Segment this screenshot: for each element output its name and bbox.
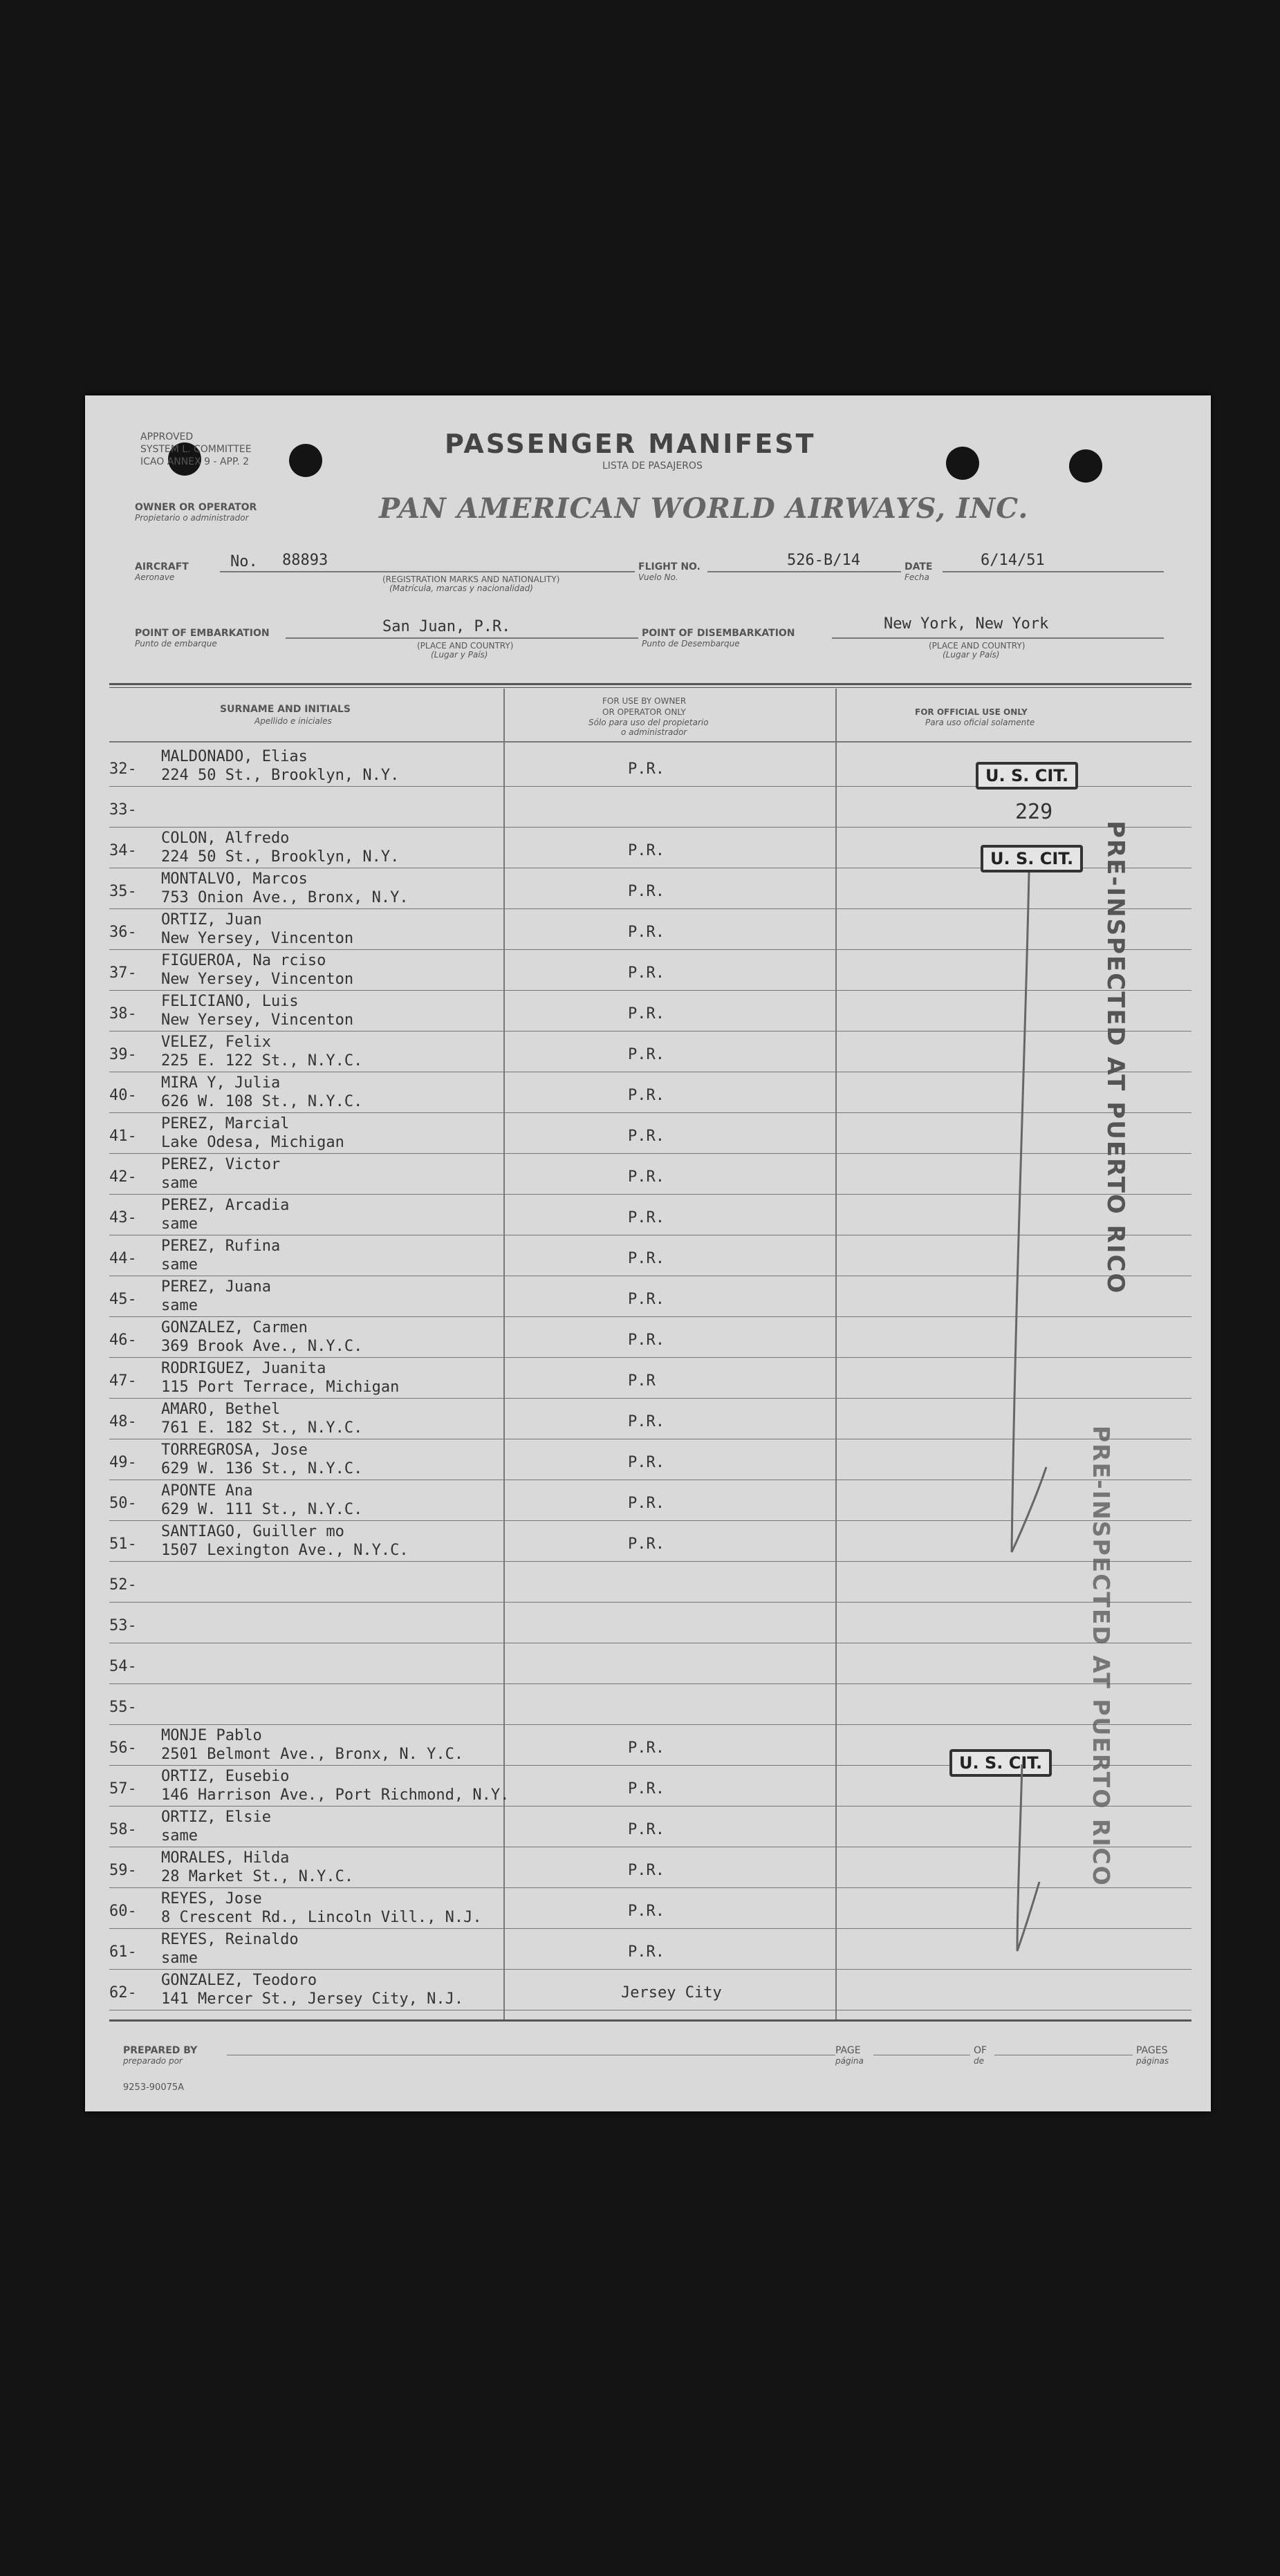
us-citizen-stamp: U. S. CIT. xyxy=(976,762,1078,790)
operator-note: P.R. xyxy=(628,1087,665,1104)
flight-label-es: Vuelo No. xyxy=(638,572,678,582)
passenger-name: SANTIAGO, Guiller mo xyxy=(161,1523,344,1540)
operator-note: P.R. xyxy=(628,1739,665,1757)
column-divider xyxy=(835,689,837,2019)
page-label-es: página xyxy=(835,2056,864,2066)
passenger-address: 761 E. 182 St., N.Y.C. xyxy=(161,1419,363,1437)
disembark-underline xyxy=(832,637,1164,639)
operator-note: P.R. xyxy=(628,1943,665,1961)
embark-place-note: (PLACE AND COUNTRY) xyxy=(417,641,514,651)
passenger-name: MORALES, Hilda xyxy=(161,1849,290,1867)
row-number: 43- xyxy=(109,1209,137,1226)
row-number: 52- xyxy=(109,1576,137,1594)
row-number: 61- xyxy=(109,1943,137,1961)
operator-note: P.R. xyxy=(628,964,665,982)
preinspected-stamp: PRE-INSPECTED AT PUERTO RICO xyxy=(1088,1426,1115,1887)
disembark-place-note: (PLACE AND COUNTRY) xyxy=(929,641,1026,651)
row-number: 35- xyxy=(109,883,137,900)
row-number: 39- xyxy=(109,1046,137,1063)
form-number: 9253-90075A xyxy=(123,2082,185,2093)
passenger-name: MONTALVO, Marcos xyxy=(161,870,308,888)
passenger-address: 28 Market St., N.Y.C. xyxy=(161,1868,354,1885)
operator-note: P.R. xyxy=(628,1005,665,1023)
embark-underline xyxy=(286,637,638,639)
preinspected-stamp: PRE-INSPECTED AT PUERTO RICO xyxy=(1102,821,1129,1295)
passenger-address: 1507 Lexington Ave., N.Y.C. xyxy=(161,1542,409,1559)
airline-name: PAN AMERICAN WORLD AIRWAYS, INC. xyxy=(379,492,1029,525)
disembark-label-es: Punto de Desembarque xyxy=(642,639,740,648)
passenger-name: COLON, Alfredo xyxy=(161,830,290,847)
passenger-address: New Yersey, Vincenton xyxy=(161,971,354,988)
row-number: 57- xyxy=(109,1780,137,1798)
row-number: 47- xyxy=(109,1372,137,1390)
passenger-address: 8 Crescent Rd., Lincoln Vill., N.J. xyxy=(161,1909,482,1926)
passenger-name: ORTIZ, Elsie xyxy=(161,1809,271,1826)
passenger-name: RODRIGUEZ, Juanita xyxy=(161,1360,326,1377)
table-top-rule xyxy=(109,683,1191,685)
passenger-address: same xyxy=(161,1827,198,1845)
owner-column-header: FOR USE BY OWNER xyxy=(602,696,687,706)
approval-line: ICAO ANNEX 9 - APP. 2 xyxy=(140,456,250,467)
passenger-address: 629 W. 111 St., N.Y.C. xyxy=(161,1501,363,1518)
passenger-name: PEREZ, Victor xyxy=(161,1156,281,1173)
aircraft-label: AIRCRAFT xyxy=(135,561,189,572)
disembark-place: New York, New York xyxy=(884,615,1049,633)
approval-line: SYSTEM L. COMMITTEE xyxy=(140,444,252,455)
registration-note: (REGISTRATION MARKS AND NATIONALITY) xyxy=(382,575,560,584)
passenger-name: FELICIANO, Luis xyxy=(161,993,299,1010)
operator-note: P.R. xyxy=(628,924,665,941)
operator-note: P.R. xyxy=(628,1250,665,1267)
passenger-address: 141 Mercer St., Jersey City, N.J. xyxy=(161,1990,464,2008)
passenger-name: PEREZ, Rufina xyxy=(161,1238,281,1255)
name-column-header-es: Apellido e iniciales xyxy=(254,716,332,726)
embark-place: San Juan, P.R. xyxy=(382,618,511,635)
passenger-address: same xyxy=(161,1256,198,1273)
prepared-by-label: PREPARED BY xyxy=(123,2045,198,2056)
operator-note: P.R. xyxy=(628,1780,665,1798)
manifest-sheet xyxy=(85,395,1211,2111)
prepared-by-label-es: preparado por xyxy=(123,2056,183,2066)
operator-note: P.R. xyxy=(628,1454,665,1471)
passenger-address: same xyxy=(161,1297,198,1314)
aircraft-no-label: No. xyxy=(230,553,258,570)
operator-note: P.R. xyxy=(628,1536,665,1553)
row-number: 38- xyxy=(109,1005,137,1023)
row-number: 48- xyxy=(109,1413,137,1430)
row-number: 46- xyxy=(109,1332,137,1349)
passenger-address: Lake Odesa, Michigan xyxy=(161,1134,344,1151)
embark-label-es: Punto de embarque xyxy=(135,639,217,648)
owner-column-header-es: o administrador xyxy=(621,727,687,737)
us-citizen-stamp: U. S. CIT. xyxy=(981,845,1083,872)
owner-column-header-es: Sólo para uso del propietario xyxy=(588,718,709,727)
flight-number: 526-B/14 xyxy=(787,552,860,569)
punch-hole xyxy=(946,447,979,480)
passenger-count: 229 xyxy=(1015,800,1053,824)
operator-note: Jersey City xyxy=(621,1984,722,2001)
operator-note: P.R. xyxy=(628,1821,665,1838)
footer-rule xyxy=(109,2019,1191,2022)
of-label-es: de xyxy=(974,2056,984,2066)
passenger-name: PEREZ, Arcadia xyxy=(161,1197,290,1214)
embark-label: POINT OF EMBARKATION xyxy=(135,628,270,639)
operator-note: P.R. xyxy=(628,1128,665,1145)
passenger-address: 629 W. 136 St., N.Y.C. xyxy=(161,1460,363,1477)
row-number: 55- xyxy=(109,1699,137,1716)
pencil-check-mark xyxy=(1005,872,1081,1979)
page-title: PASSENGER MANIFEST xyxy=(445,429,816,459)
passenger-address: 225 E. 122 St., N.Y.C. xyxy=(161,1052,363,1070)
disembark-place-note-es: (Lugar y País) xyxy=(943,650,1000,660)
passenger-address: 369 Brook Ave., N.Y.C. xyxy=(161,1338,363,1355)
owner-column-header: OR OPERATOR ONLY xyxy=(602,707,686,717)
passenger-name: ORTIZ, Eusebio xyxy=(161,1768,290,1785)
row-number: 49- xyxy=(109,1454,137,1471)
passenger-address: 224 50 St., Brooklyn, N.Y. xyxy=(161,767,400,784)
operator-note: P.R. xyxy=(628,1413,665,1430)
aircraft-number: 88893 xyxy=(282,552,328,569)
passenger-address: New Yersey, Vincenton xyxy=(161,930,354,947)
passenger-name: AMARO, Bethel xyxy=(161,1401,281,1418)
passenger-name: TORREGROSA, Jose xyxy=(161,1441,308,1459)
passenger-address: same xyxy=(161,1175,198,1192)
date-label-es: Fecha xyxy=(905,572,929,582)
operator-note: P.R. xyxy=(628,1209,665,1226)
passenger-name: REYES, Jose xyxy=(161,1890,262,1907)
operator-note: P.R. xyxy=(628,1332,665,1349)
punch-hole xyxy=(1069,449,1102,483)
embark-place-note-es: (Lugar y País) xyxy=(431,650,488,660)
date-underline xyxy=(943,571,1164,572)
row-number: 36- xyxy=(109,924,137,941)
passenger-name: FIGUEROA, Na rciso xyxy=(161,952,326,969)
row-number: 56- xyxy=(109,1739,137,1757)
passenger-address: 626 W. 108 St., N.Y.C. xyxy=(161,1093,363,1110)
row-number: 62- xyxy=(109,1984,137,2001)
punch-hole xyxy=(289,444,322,477)
table-top-rule-2 xyxy=(109,687,1191,688)
passenger-name: VELEZ, Felix xyxy=(161,1034,271,1051)
passenger-address: same xyxy=(161,1950,198,1967)
row-number: 32- xyxy=(109,760,137,778)
name-column-header: SURNAME AND INITIALS xyxy=(220,704,351,715)
us-citizen-stamp: U. S. CIT. xyxy=(949,1749,1052,1777)
operator-note: P.R xyxy=(628,1372,656,1390)
row-number: 40- xyxy=(109,1087,137,1104)
operator-note: P.R. xyxy=(628,760,665,778)
registration-note-es: (Matrícula, marcas y nacionalidad) xyxy=(389,584,533,593)
passenger-name: PEREZ, Marcial xyxy=(161,1115,290,1132)
passenger-address: 753 Onion Ave., Bronx, N.Y. xyxy=(161,889,409,906)
approval-line: APPROVED xyxy=(140,431,194,442)
row-number: 60- xyxy=(109,1903,137,1920)
row-number: 45- xyxy=(109,1291,137,1308)
passenger-name: MIRA Y, Julia xyxy=(161,1074,281,1092)
row-number: 58- xyxy=(109,1821,137,1838)
row-rule xyxy=(109,827,1191,828)
row-number: 44- xyxy=(109,1250,137,1267)
owner-label: OWNER OR OPERATOR xyxy=(135,502,257,513)
passenger-address: New Yersey, Vincenton xyxy=(161,1011,354,1029)
flight-date: 6/14/51 xyxy=(981,552,1045,569)
passenger-name: APONTE Ana xyxy=(161,1482,253,1500)
passenger-name: MONJE Pablo xyxy=(161,1727,262,1744)
passenger-name: MALDONADO, Elias xyxy=(161,748,308,765)
page-label: PAGE xyxy=(835,2045,861,2056)
row-number: 50- xyxy=(109,1495,137,1512)
operator-note: P.R. xyxy=(628,883,665,900)
official-column-header: FOR OFFICIAL USE ONLY xyxy=(915,707,1028,717)
disembark-label: POINT OF DISEMBARKATION xyxy=(642,628,795,639)
passenger-address: 115 Port Terrace, Michigan xyxy=(161,1379,400,1396)
page-subtitle: LISTA DE PASAJEROS xyxy=(602,460,703,472)
row-number: 54- xyxy=(109,1658,137,1675)
row-number: 33- xyxy=(109,801,137,819)
pages-label: PAGES xyxy=(1136,2045,1168,2056)
operator-note: P.R. xyxy=(628,1168,665,1186)
operator-note: P.R. xyxy=(628,1291,665,1308)
row-number: 41- xyxy=(109,1128,137,1145)
header-rule xyxy=(109,741,1191,743)
passenger-address: 224 50 St., Brooklyn, N.Y. xyxy=(161,848,400,866)
passenger-name: REYES, Reinaldo xyxy=(161,1931,299,1948)
passenger-address: 2501 Belmont Ave., Bronx, N. Y.C. xyxy=(161,1746,464,1763)
aircraft-underline xyxy=(220,571,635,572)
operator-note: P.R. xyxy=(628,1046,665,1063)
pages-label-es: páginas xyxy=(1136,2056,1169,2066)
passenger-address: same xyxy=(161,1215,198,1233)
of-label: OF xyxy=(974,2045,987,2056)
date-label: DATE xyxy=(905,561,933,572)
passenger-name: PEREZ, Juana xyxy=(161,1278,271,1296)
operator-note: P.R. xyxy=(628,1903,665,1920)
row-number: 42- xyxy=(109,1168,137,1186)
operator-note: P.R. xyxy=(628,1862,665,1879)
passenger-address: 146 Harrison Ave., Port Richmond, N.Y. xyxy=(161,1786,510,1804)
column-divider xyxy=(503,689,505,2019)
flight-underline xyxy=(707,571,901,572)
row-number: 59- xyxy=(109,1862,137,1879)
passenger-name: GONZALEZ, Teodoro xyxy=(161,1972,317,1989)
owner-label-es: Propietario o administrador xyxy=(135,513,249,523)
official-column-header-es: Para uso oficial solamente xyxy=(925,718,1035,727)
passenger-name: ORTIZ, Juan xyxy=(161,911,262,928)
operator-note: P.R. xyxy=(628,842,665,859)
aircraft-label-es: Aeronave xyxy=(135,572,175,582)
row-number: 37- xyxy=(109,964,137,982)
row-number: 53- xyxy=(109,1617,137,1634)
operator-note: P.R. xyxy=(628,1495,665,1512)
passenger-name: GONZALEZ, Carmen xyxy=(161,1319,308,1336)
flight-label: FLIGHT NO. xyxy=(638,561,701,572)
row-number: 51- xyxy=(109,1536,137,1553)
row-number: 34- xyxy=(109,842,137,859)
